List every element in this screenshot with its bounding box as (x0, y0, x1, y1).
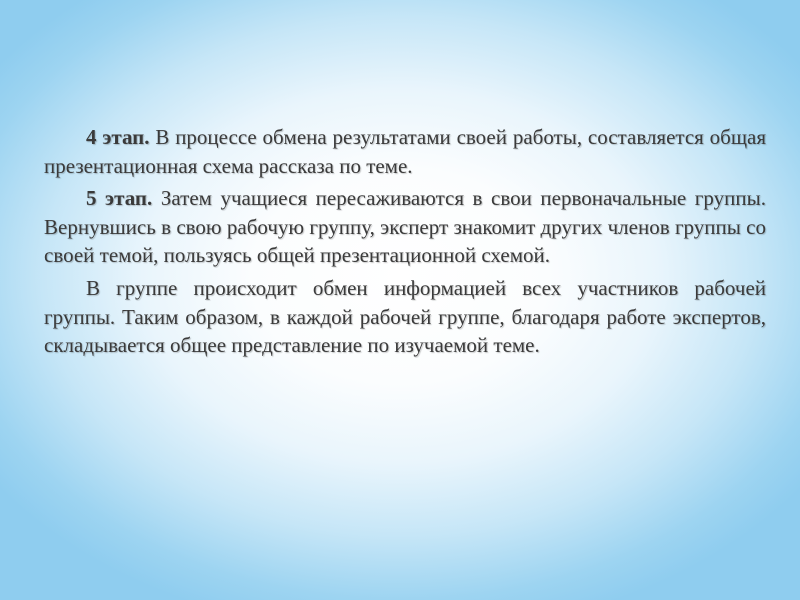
stage-5-text: Затем учащиеся пересаживаются в свои первоначальные группы. Вернувшись в свою рабочую группу, эксперт знакомит других членов группы со своей темой, пользуясь общей презентационной схемой. (44, 186, 766, 268)
paragraph-conclusion (44, 274, 766, 360)
slide-body-text (44, 123, 766, 364)
paragraph-stage-4 (44, 123, 766, 180)
stage-5-label: 5 этап. (86, 186, 153, 211)
paragraph-stage-5 (44, 184, 766, 270)
conclusion-text: В группе происходит обмен информацией всех участников рабочей группы. Таким образом, в каждой рабочей группе, благодаря работе экспертов, складывается общее представление по изучаемой теме. (44, 275, 766, 358)
stage-4-label: 4 этап. (86, 125, 150, 149)
stage-4-text: В процессе обмена результатами своей работы, составляется общая презентационная схема рассказа по теме. (44, 125, 766, 178)
